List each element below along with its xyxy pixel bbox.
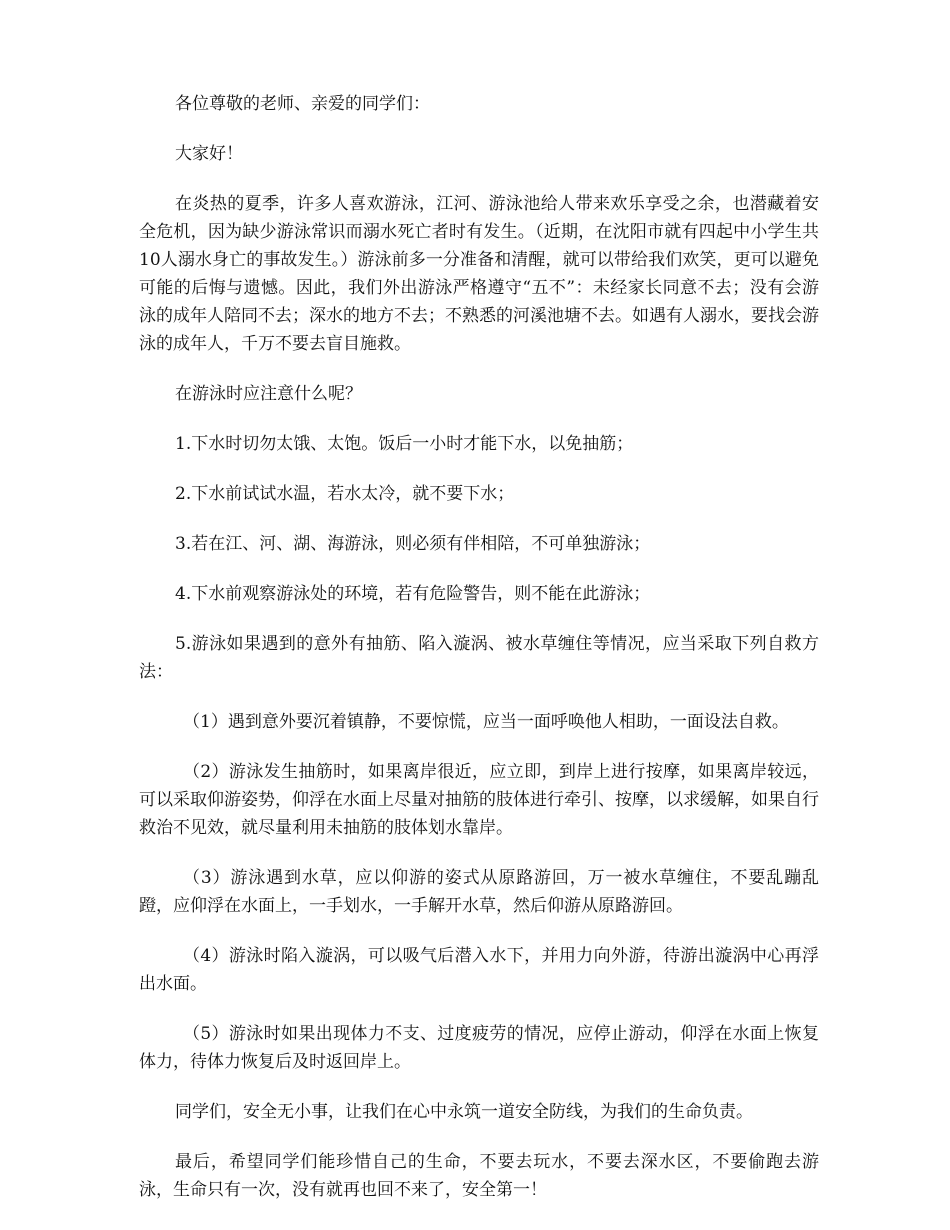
speech-text — [139, 90, 819, 1226]
method-item: （3）游泳遇到水草，应以仰游的姿式从原路游回，万一被水草缠住，不要乱蹦乱蹬，应仰浮在水面上，一手划水，一手解开水草，然后仰游从原路游回。 — [139, 868, 819, 916]
method-item: （5）游泳时如果出现体力不支、过度疲劳的情况，应停止游动，仰浮在水面上恢复体力，待体力恢复后及时返回岸上。 — [139, 1024, 819, 1072]
rule-item: 1.下水时切勿太饿、太饱。饭后一小时才能下水，以免抽筋； — [175, 434, 634, 454]
rule-item: 4.下水前观察游泳处的环境，若有危险警告，则不能在此游泳； — [175, 584, 651, 604]
intro-paragraph: 在炎热的夏季，许多人喜欢游泳，江河、游泳池给人带来欢乐享受之余，也潜藏着安全危机，因为缺少游泳常识而溺水死亡者时有发生。（近期，在沈阳市就有四起中小学生共10人溺水身亡的事故发生。）游泳前多一分准备和清醒，就可以带给我们欢笑，更可以避免可能的后悔与遗憾。因此，我们外出游泳严格遵守“五不”：未经家长同意不去；没有会游泳的成年人陪同不去；深水的地方不去；不熟悉的河溪池塘不去。如遇有人溺水，要找会游泳的成年人，千万不要去盲目施救。 — [139, 194, 819, 354]
salutation: 各位尊敬的老师、亲爱的同学们： — [175, 94, 430, 114]
rule-item: 2.下水前试试水温，若水太冷，就不要下水； — [175, 484, 515, 504]
method-item: （4）游泳时陷入漩涡，可以吸气后潜入水下，并用力向外游，待游出漩涡中心再浮出水面。 — [139, 946, 819, 994]
question-heading: 在游泳时应注意什么呢？ — [175, 384, 362, 404]
greeting: 大家好！ — [175, 144, 243, 164]
rule-item: 3.若在江、河、湖、海游泳，则必须有伴相陪，不可单独游泳； — [175, 534, 651, 554]
rule-item: 5.游泳如果遇到的意外有抽筋、陷入漩涡、被水草缠住等情况，应当采取下列自救方法： — [139, 634, 819, 682]
method-item: （1）遇到意外要沉着镇静，不要惊慌，应当一面呼唤他人相助，一面设法自救。 — [183, 712, 789, 732]
closing-paragraph: 最后，希望同学们能珍惜自己的生命，不要去玩水，不要去深水区，不要偷跑去游泳，生命只有一次，没有就再也回不来了，安全第一！ — [139, 1152, 819, 1200]
method-item: （2）游泳发生抽筋时，如果离岸很近，应立即，到岸上进行按摩，如果离岸较远，可以采取仰游姿势，仰浮在水面上尽量对抽筋的肢体进行牵引、按摩，以求缓解，如果自行救治不见效，就尽量利用未抽筋的肢体划水靠岸。 — [139, 762, 819, 838]
closing-paragraph: 同学们，安全无小事，让我们在心中永筑一道安全防线，为我们的生命负责。 — [175, 1102, 753, 1122]
